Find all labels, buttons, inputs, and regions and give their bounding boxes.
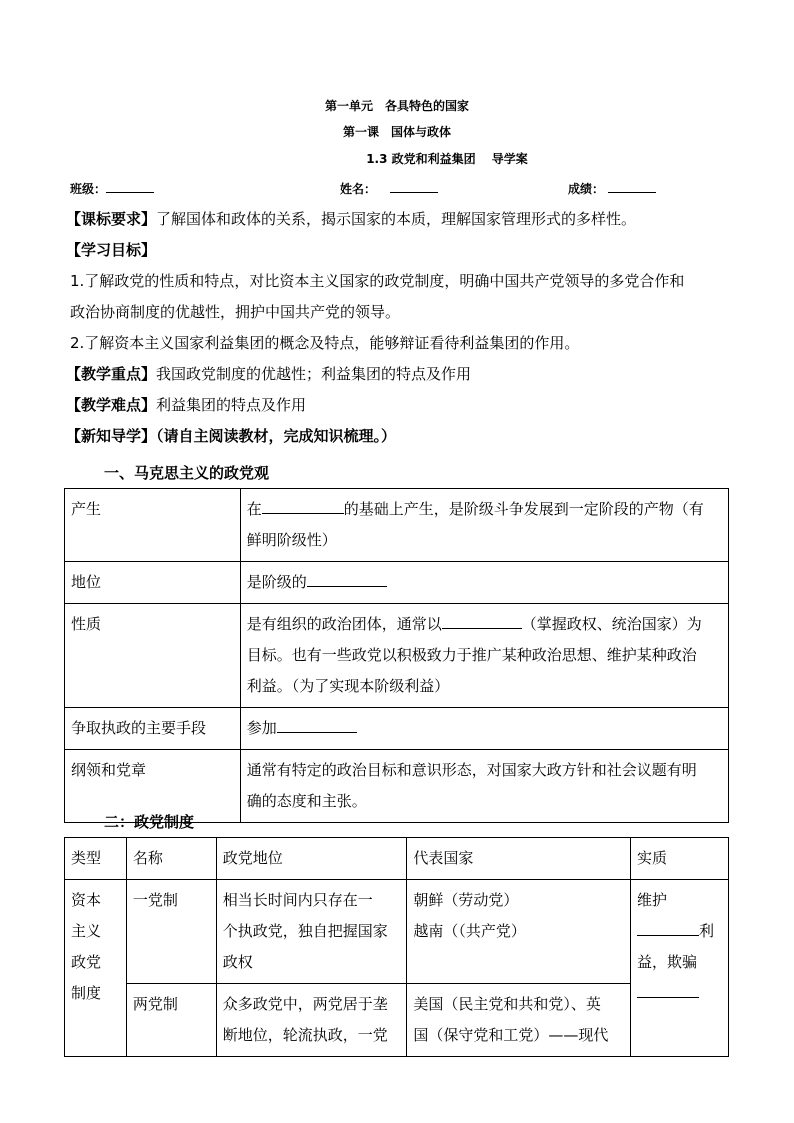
row-label: 纲领和党章 <box>65 750 241 823</box>
fill-blank[interactable] <box>637 979 699 998</box>
key-points <box>66 359 471 390</box>
header-cell: 实质 <box>631 838 729 880</box>
header-cell: 代表国家 <box>407 838 631 880</box>
table-row <box>65 708 729 750</box>
standard-requirement <box>66 204 636 235</box>
header-cell: 政党地位 <box>216 838 407 880</box>
party-view-table <box>64 488 729 823</box>
name-field <box>340 180 438 197</box>
table-row <box>65 489 729 562</box>
fill-blank[interactable] <box>637 917 699 936</box>
goal-2: 2.了解资本主义国家利益集团的概念及特点，能够辩证看待利益集团的作用。 <box>70 334 580 352</box>
unit-title: 第一单元 各具特色的国家 <box>324 99 469 113</box>
goals-tag: 【学习目标】 <box>66 241 157 259</box>
fill-blank[interactable] <box>262 495 344 514</box>
lesson-title: 第一课 国体与政体 <box>342 125 451 139</box>
difficult-points <box>66 390 306 421</box>
fill-blank[interactable] <box>307 568 387 587</box>
type-cell: 资本 主义 政党 制度 <box>65 880 127 1057</box>
name-blank[interactable] <box>390 180 438 193</box>
fill-blank[interactable] <box>442 610 522 629</box>
row-content: 通常有特定的政治目标和意识形态，对国家大政方针和社会议题有明 确的态度和主张。 <box>240 750 728 823</box>
standard-tag: 【课标要求】 <box>66 210 157 228</box>
row-label: 产生 <box>65 489 241 562</box>
score-field <box>568 180 656 197</box>
row-content: 参加 <box>240 708 728 750</box>
row-content: 是有组织的政治团体，通常以 （掌握政权、统治国家）为 目标。也有一些政党以积极致力于推广某种政治思想、维护某种政治 利益。（为了实现本阶级利益） <box>240 604 728 708</box>
section-title: 1.3 政党和利益集团 导学案 <box>366 152 528 166</box>
section-2-heading: 二：政党制度 <box>104 813 195 831</box>
status-cell: 众多政党中，两党居于垄 断地位，轮流执政，一党 <box>216 984 407 1057</box>
section-1-heading: 一、马克思主义的政党观 <box>104 464 270 482</box>
score-label: 成绩： <box>568 182 605 196</box>
goal-1-line-1: 1.了解政党的性质和特点，对比资本主义国家的政党制度，明确中国共产党领导的多党合作和 <box>70 272 685 290</box>
table-row <box>65 604 729 708</box>
row-content: 是阶级的 <box>240 562 728 604</box>
class-label: 班级： <box>70 182 107 196</box>
row-content: 在 的基础上产生，是阶级斗争发展到一定阶段的产物（有 鲜明阶级性） <box>240 489 728 562</box>
party-system-table <box>64 837 729 1057</box>
status-cell: 相当长时间内只存在一 个执政党，独自把握国家 政权 <box>216 880 407 984</box>
new-knowledge-guide <box>66 421 396 452</box>
fill-blank[interactable] <box>277 714 357 733</box>
essence-cell: 维护 利 益，欺骗 <box>631 880 729 1057</box>
system-name-cell: 一党制 <box>126 880 216 984</box>
difficult-text: 利益集团的特点及作用 <box>156 396 307 414</box>
row-label: 地位 <box>65 562 241 604</box>
system-name-cell: 两党制 <box>126 984 216 1057</box>
score-blank[interactable] <box>608 180 656 193</box>
key-tag: 【教学重点】 <box>66 365 157 383</box>
header-cell: 名称 <box>126 838 216 880</box>
name-label: 姓名： <box>340 182 377 196</box>
table-header-row <box>65 838 729 880</box>
header-cell: 类型 <box>65 838 127 880</box>
goal-1-line-2: 政治协商制度的优越性，拥护中国共产党的领导。 <box>70 303 401 321</box>
table-row <box>65 984 729 1057</box>
guide-text: （请自主阅读教材，完成知识梳理。） <box>156 427 397 445</box>
countries-cell: 朝鲜（劳动党） 越南（（共产党） <box>407 880 631 984</box>
key-text: 我国政党制度的优越性；利益集团的特点及作用 <box>156 365 472 383</box>
class-blank[interactable] <box>106 180 154 193</box>
student-info-line <box>70 180 730 198</box>
guide-tag: 【新知导学】 <box>66 427 157 445</box>
row-label: 争取执政的主要手段 <box>65 708 241 750</box>
table-row <box>65 562 729 604</box>
row-label: 性质 <box>65 604 241 708</box>
standard-text: 了解国体和政体的关系，揭示国家的本质，理解国家管理形式的多样性。 <box>156 210 637 228</box>
countries-cell: 美国（民主党和共和党）、英 国（保守党和工党）——现代 <box>407 984 631 1057</box>
class-field <box>70 180 154 197</box>
table-row <box>65 880 729 984</box>
difficult-tag: 【教学难点】 <box>66 396 157 414</box>
